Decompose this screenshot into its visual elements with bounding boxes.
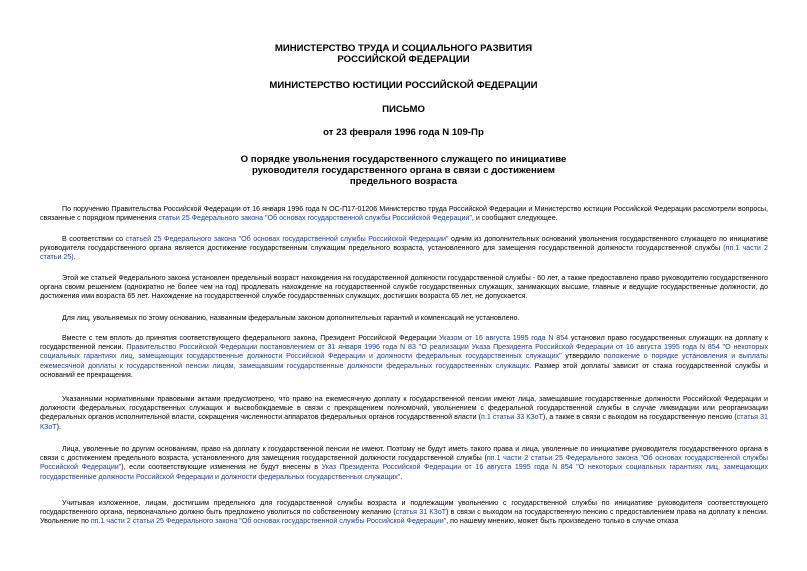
document-type: ПИСЬМО [382, 104, 425, 115]
paragraph-7-text-2: ), если соответствующие изменения не будут внесены в [121, 463, 322, 472]
link-government-resolution-83[interactable]: Правительство Российской Федерации постановлением от 31 января 1996 года N 83 "О реализации Указа Президента Российской Федерации от 16 августа 1995 года N 854 "О некоторых социальных гарантиях лиц, замещающих государственные должности Российской Федерации и должности федеральных государственных служащих" [40, 343, 768, 361]
paragraph-3-text: Этой же статьей Федерального закона установлен предельный возраст нахождения на государственной должности государственной службы - 60 лет, а также предоставлено право руководителю государственного органа своим решением (однократно не более чем на год) продлевать нахождение на государственной службе государственных служащих, занимающих высшие, главные и ведущие государственные должности, до достижения ими возраста 65 лет. Нахождение на государственной службе государственных служащих, достигших возраста 65 лет, не допускается. [40, 274, 768, 301]
link-article-25-law[interactable]: статьей 25 Федерального закона "Об основах государственной службы Российской Федерации" [125, 235, 449, 243]
link-decree-854-guarantees[interactable]: Указ Президента Российской Федерации от 16 августа 1995 года N 854 "О некоторых социальных гарантиях лиц, замещающих государственные должности Российской Федерации и должности федеральных государственных служащих" [40, 463, 768, 481]
link-pp1-part2-art25[interactable]: (пп.1 части 2 статьи 25) [40, 244, 768, 262]
link-kzot-art31-resign[interactable]: статья 31 КЗоТ [395, 508, 447, 517]
ministry-justice-title: МИНИСТЕРСТВО ЮСТИЦИИ РОССИЙСКОЙ ФЕДЕРАЦИИ [269, 80, 538, 91]
link-article-25[interactable]: статьи 25 Федерального закона "Об основах государственной службы Российской Федерации" [158, 214, 472, 223]
link-pension-regulation[interactable]: положение о порядке установления и выплаты ежемесячной доплаты к государственной пенсии лицам, замещавшим государственные должности федеральных государственных служащих [40, 352, 769, 370]
ministry-labor-line1: МИНИСТЕРСТВО ТРУДА И СОЦИАЛЬНОГО РАЗВИТИЯ [274, 43, 533, 54]
paragraph-8-text-3: , по нашему мнению, может быть произведено только в случае отказа [446, 517, 679, 526]
paragraph-7-text-3: . [400, 472, 403, 481]
paragraph-8 [40, 499, 768, 527]
paragraph-6-text-1: Указанными нормативными правовыми актами предусмотрено, что право на ежемесячную доплату к государственной пенсии имеют лица, замещавшие государственные должности Российской Федерации и должности федеральных государственных служащих и высвобождаемые в связи с прекращением полномочий, увольнением с федеральной государственной службы в случае ликвидации или реорганизации федеральных органов исполнительной власти, сокращения численности аппаратов федеральных органов государственной власти ( [40, 395, 768, 422]
paragraph-5 [40, 334, 768, 380]
link-kzot-art33[interactable]: п.1 статьи 33 КЗоТ [481, 413, 543, 422]
paragraph-5-text-2: установил право государственных служащих на доплату к государственной пенсии. [40, 334, 768, 352]
paragraph-2 [40, 235, 768, 263]
paragraph-7-text-1: Лица, уволенные по другим основаниям, право на доплату к государственной пенсии не имеют. Поэтому не будут иметь такого права и лица, уволенные по инициативе руководителя государственного органа в связи с достижением предельного возраста, установленного для замещения государственной должности государственной службы ( [40, 445, 768, 463]
paragraph-7 [40, 445, 768, 482]
ministry-labor-line2: РОССИЙСКОЙ ФЕДЕРАЦИИ [337, 54, 470, 65]
paragraph-2-text-2: одним из дополнительных оснований увольнения государственного служащего по инициативе руководителя государственного органа является достижение государственным служащим предельного возраста, установленного для замещения государственной должности государственной службы [40, 235, 768, 253]
ministry-labor-title [0, 43, 807, 65]
link-kzot-art31[interactable]: статья 31 КЗоТ [40, 413, 768, 431]
paragraph-5-text-3: утвердило [561, 352, 604, 361]
document-date-number: от 23 февраля 1996 года N 109-Пр [323, 127, 484, 138]
paragraph-5-text-4: . Размер этой доплаты зависит от стажа государственной службы и оснований ее прекращения. [40, 361, 768, 379]
paragraph-8-text-2: ) в связи с выходом на государственную пенсию с предоставлением права на доплату к пенсии. Увольнение по [40, 508, 768, 526]
link-pp1-part2-art25-law[interactable]: пп.1 части 2 статьи 25 Федерального закона "Об основах государственной службы Российской Федерации" [40, 454, 768, 472]
paragraph-6-text-2: ), а также в связи с выходом на государственную пенсию ( [542, 413, 737, 422]
paragraph-2-text-3: . [73, 253, 76, 262]
paragraph-1-text-2: , и сообщают следующее. [471, 214, 558, 223]
paragraph-8-text-1: Учитывая изложенное, лицам, достигшим предельного для государственной службы возраста и подлежащим увольнению с государственной службы по инициативе руководителя соответствующего государственного органа, первоначально должно быть предложено уволиться по собственному желанию ( [40, 499, 768, 517]
subject-line-1: О порядке увольнения государственного служащего по инициативе [240, 154, 567, 165]
subject-line-3: предельного возраста [349, 176, 458, 187]
link-decree-854[interactable]: Указом от 16 августа 1995 года N 854 [439, 334, 569, 342]
document-subject [0, 154, 807, 187]
paragraph-6 [40, 395, 768, 432]
link-pp1-part2-art25-dismissal[interactable]: пп.1 части 2 статьи 25 Федерального закона "Об основах государственной службы Российской Федерации" [90, 517, 447, 526]
paragraph-5-text-1: Вместе с тем вплоть до принятия соответствующего федерального закона, Президент Российской Федерации [62, 334, 439, 342]
paragraph-3 [40, 274, 768, 302]
subject-line-2: руководителя государственного органа в связи с достижением [251, 165, 555, 176]
paragraph-4-text: Для лиц, увольняемых по этому основанию, названным федеральным законом дополнительных гарантий и компенсаций не установлено. [62, 314, 520, 322]
paragraph-4 [40, 314, 768, 323]
paragraph-6-text-3: ). [56, 422, 61, 431]
paragraph-2-text-1: В соответствии со [62, 235, 126, 243]
paragraph-1-text-1: По поручению Правительства Российской Федерации от 16 января 1996 года N ОС-П17-01206 Министерство труда Российской Федерации и Министерство юстиции Российской Федерации рассмотрели вопросы, связанные с порядком применения [40, 205, 768, 223]
paragraph-1 [40, 205, 768, 223]
